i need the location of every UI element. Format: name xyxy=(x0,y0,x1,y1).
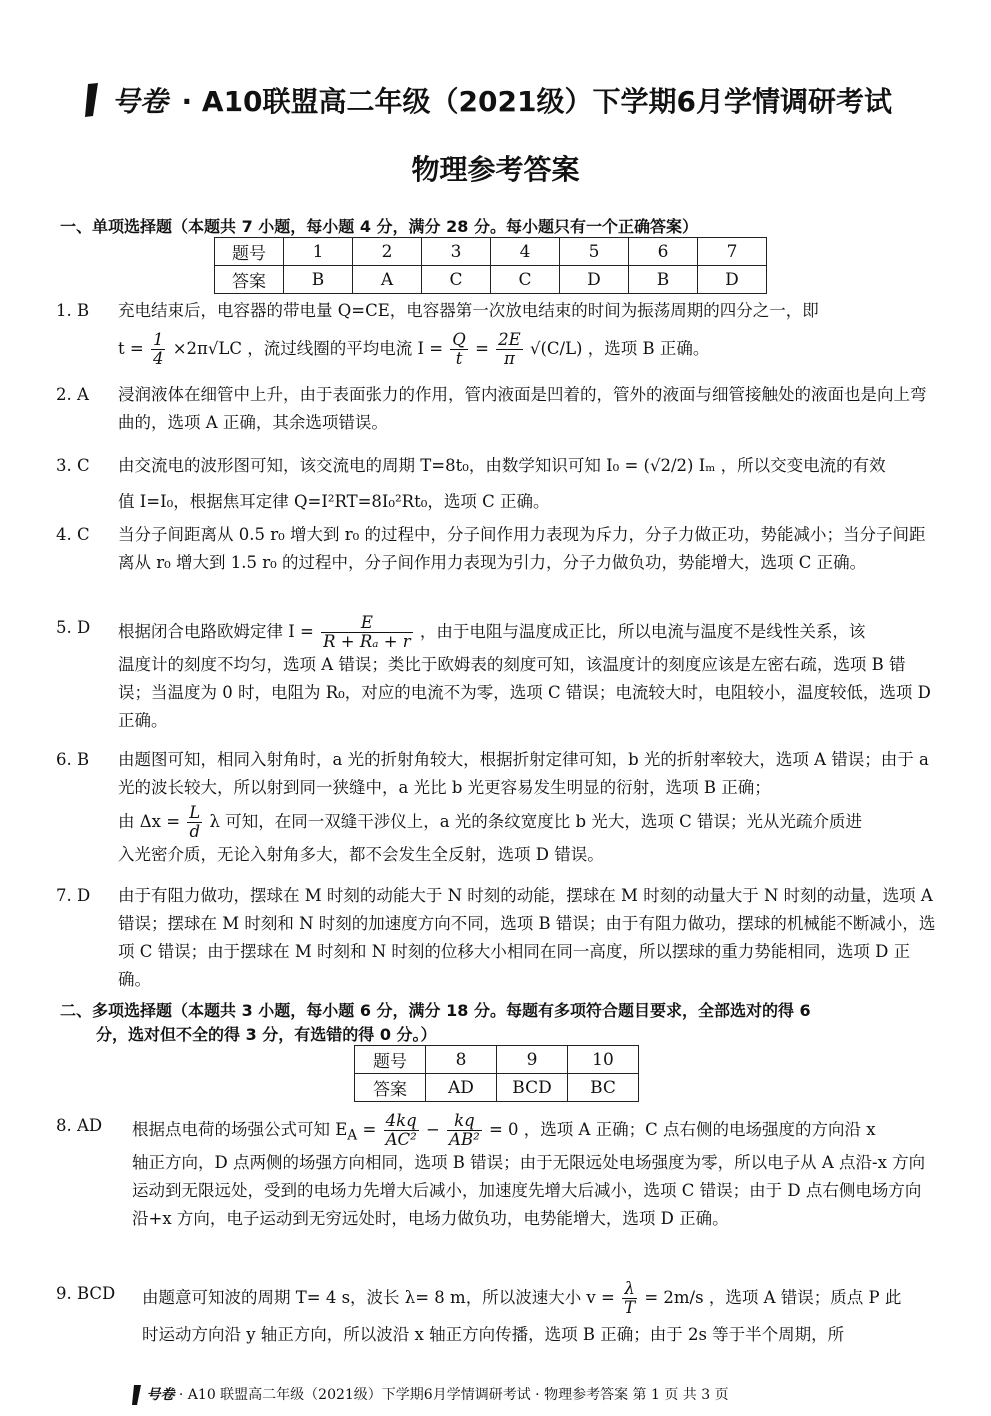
footer-logo-text: 号卷 xyxy=(146,1387,175,1403)
title-text: A10联盟高二年级（2021级）下学期6月学情调研考试 xyxy=(201,85,892,118)
item-text: 时运动方向沿 y 轴正方向，所以波沿 x 轴正方向传播，选项 B 正确；由于 2s 等于半个周期，所 xyxy=(142,1325,845,1344)
fraction: $\frac{L}{d}$ xyxy=(189,803,201,841)
answer-item-3 xyxy=(56,452,936,518)
fraction: $\frac{2E}{\pi}$ xyxy=(498,330,521,368)
table-cell: 4 xyxy=(491,238,560,266)
section2-heading-cont: 分，选对但不全的得 3 分，有选错的得 0 分。） xyxy=(96,1025,437,1044)
answer-item-4 xyxy=(56,521,936,607)
item-text: 当分子间距离从 0.5 r₀ 增大到 r₀ 的过程中，分子间作用力表现为斥力，分子力做正功，势能减小；当分子间距离从 r₀ 增大到 1.5 r₀ 的过程中，分子间作用力表现为引力，分子力做负功，势能增大，选项 C 正确。 xyxy=(118,525,926,572)
table-cell: AD xyxy=(426,1074,497,1102)
table-cell: D xyxy=(560,266,629,294)
table-cell: 9 xyxy=(497,1046,568,1074)
brand-logo xyxy=(80,82,102,125)
page-subtitle: 物理参考答案 xyxy=(411,153,580,186)
answer-item-9: 9. BCD 由题意可知波的周期 T= 4 s，波长 λ= 8 m，所以波速大小 v = $\frac{\lambda}{T}$ = 2m/s ，选项 A 错误；质点 P 此 时运动方向沿 y 轴正方向，所以波沿 x 轴正方向传播，选项 B 正确；由于 2s 等于半个周期，所 xyxy=(56,1280,936,1360)
item-number: 2. A xyxy=(56,385,89,404)
table-cell: 8 xyxy=(426,1046,497,1074)
table-cell: 5 xyxy=(560,238,629,266)
answer-item-6: 6. B 由题图可知，相同入射角时，a 光的折射角较大，根据折射定律可知，b 光的折射率较大，选项 A 错误；由于 a 光的波长较大，所以射到同一狭缝中，a 光比 b 光更容易发生明显的衍射，选项 B 正确； 由 Δx = $\frac{L}{d}$ λ 可知，在同一双缝干涉仪上，a 光的条纹宽度比 b 光大，选项 C 错误；光从光疏介质进 入光密介质，无论入射角多大，都不会发生全反射，选项 D 错误。 xyxy=(56,746,936,878)
item-number: 4. C xyxy=(56,525,90,544)
item-text: 值 I=I₀，根据焦耳定律 Q=I²RT=8I₀²Rt₀，选项 C 正确。 xyxy=(118,492,550,511)
item-number: 5. D xyxy=(56,618,91,637)
item-number: 9. BCD xyxy=(56,1284,116,1303)
table-cell: B xyxy=(629,266,698,294)
answer-item-1: 1. B 充电结束后，电容器的带电量 Q=CE，电容器第一次放电结束的时间为振荡周期的四分之一，即 t = $\frac{1}{4}$ ×2π√LC ，流过线圈的平均电流 I = $\frac{Q}{t}$ = $\frac{2E}{\pi}$ √(C/L) ，选项 B 正确。 xyxy=(56,297,936,377)
item-number: 6. B xyxy=(56,750,90,769)
table-row xyxy=(355,1046,639,1074)
table-cell: 10 xyxy=(568,1046,639,1074)
table-cell: BCD xyxy=(497,1074,568,1102)
table-cell: D xyxy=(698,266,767,294)
table-row xyxy=(355,1074,639,1102)
answer-item-8: 8. AD 根据点电荷的场强公式可知 $E_A$ = $\frac{4kq}{\text{AC²}}$ − $\frac{kq}{\text{AB²}}$ = 0 ，选项 A 正确；C 点右侧的电场强度的方向沿 x 轴正方向，D 点两侧的场强方向相同，选项 B 错误；由于无限远处电场强度为零，所以电子从 A 点沿-x 方向运动到无限远处，受到的电场力先增大后减小，加速度先增大后减小，选项 C 错误；由于 D 点右侧电场方向沿+x 方向，电子运动到无穷远处时，电场力做负功，电势能增大，选项 D 正确。 xyxy=(56,1112,936,1272)
item-number: 8. AD xyxy=(56,1116,103,1135)
table-cell: 7 xyxy=(698,238,767,266)
exam-title: 号卷 · A10联盟高二年级（2021级）下学期6月学情调研考试 xyxy=(80,80,940,124)
brush-stroke-icon xyxy=(130,1384,142,1406)
brush-stroke-icon xyxy=(80,82,102,118)
table-cell: 题号 xyxy=(215,238,284,266)
page-footer xyxy=(130,1384,930,1406)
item-number: 3. C xyxy=(56,456,90,475)
section1-answer-table xyxy=(214,237,767,294)
table-cell: C xyxy=(422,266,491,294)
table-cell: 3 xyxy=(422,238,491,266)
answer-item-5: 5. D 根据闭合电路欧姆定律 I = $\frac{E}{\text{R + Rₐ + r}}$ ，由于电阻与温度成正比，所以电流与温度不是线性关系，该 温度计的刻度不均匀，选项 A 错误；类比于欧姆表的刻度可知，该温度计的刻度应该是左密右疏，选项 B 错误；当温度为 0 时，电阻为 R₀，对应的电流不为零，选项 C 错误；电流较大时，电阻较小，温度较低，选项 D 正确。 xyxy=(56,614,936,742)
table-cell: 2 xyxy=(353,238,422,266)
table-cell: 6 xyxy=(629,238,698,266)
fraction: $\frac{kq}{\text{AB²}}$ xyxy=(449,1111,480,1149)
section1-heading: 一、单项选择题（本题共 7 小题，每小题 4 分，满分 28 分。每小题只有一个正确答案） xyxy=(60,217,698,236)
fraction: $\frac{4kq}{\text{AC²}}$ xyxy=(385,1111,417,1149)
item-number: 1. B xyxy=(56,301,90,320)
table-cell: B xyxy=(284,266,353,294)
fraction: $\frac{\lambda}{T}$ xyxy=(624,1279,636,1317)
item-text: 由题图可知，相同入射角时，a 光的折射角较大，根据折射定律可知，b 光的折射率较大，选项 A 错误；由于 a 光的波长较大，所以射到同一狭缝中，a 光比 b 光更容易发生明显的衍射，选项 B 正确； xyxy=(118,750,929,797)
table-cell: BC xyxy=(568,1074,639,1102)
table-cell: 题号 xyxy=(355,1046,426,1074)
fraction: $\frac{1}{4}$ xyxy=(152,330,164,368)
footer-text: · A10 联盟高二年级（2021级）下学期6月学情调研考试 · 物理参考答案 第 1 页 共 3 页 xyxy=(178,1387,729,1403)
item-text: 温度计的刻度不均匀，选项 A 错误；类比于欧姆表的刻度可知，该温度计的刻度应该是左密右疏，选项 B 错误；当温度为 0 时，电阻为 R₀，对应的电流不为零，选项 C 错误；电流较大时，电阻较小，温度较低，选项 D 正确。 xyxy=(118,655,931,730)
item-number: 7. D xyxy=(56,886,91,905)
answer-item-2 xyxy=(56,381,936,439)
section2-heading: 二、多项选择题（本题共 3 小题，每小题 6 分，满分 18 分。每题有多项符合题目要求，全部选对的得 6 xyxy=(60,1001,811,1020)
logo-text: 号卷 xyxy=(111,85,168,118)
item-text: 由于有阻力做功，摆球在 M 时刻的动能大于 N 时刻的动能，摆球在 M 时刻的动量大于 N 时刻的动量，选项 A 错误；摆球在 M 时刻和 N 时刻的加速度方向不同，选项 B 错误；由于有阻力做功，摆球的机械能不断减小，选项 C 错误；由于摆球在 M 时刻和 N 时刻的位移大小相同在同一高度，所以摆球的重力势能相同，选项 D 正确。 xyxy=(118,886,936,989)
table-cell: 1 xyxy=(284,238,353,266)
answer-item-7 xyxy=(56,882,936,994)
table-row xyxy=(215,266,767,294)
table-cell: 答案 xyxy=(355,1074,426,1102)
table-cell: C xyxy=(491,266,560,294)
section2-answer-table xyxy=(354,1045,639,1102)
fraction: $\frac{Q}{t}$ xyxy=(452,330,466,368)
table-row xyxy=(215,238,767,266)
table-cell: 答案 xyxy=(215,266,284,294)
item-text: 浸润液体在细管中上升，由于表面张力的作用，管内液面是凹着的，管外的液面与细管接触处的液面也是向上弯曲的，选项 A 正确，其余选项错误。 xyxy=(118,385,927,432)
item-text: 充电结束后，电容器的带电量 Q=CE，电容器第一次放电结束的时间为振荡周期的四分之一，即 xyxy=(118,301,819,320)
item-text: 由交流电的波形图可知，该交流电的周期 T=8t₀，由数学知识可知 I₀ = (√2/2) Iₘ ，所以交变电流的有效 xyxy=(118,456,886,475)
item-text: 入光密介质，无论入射角多大，都不会发生全反射，选项 D 错误。 xyxy=(118,845,604,864)
item-text: 轴正方向，D 点两侧的场强方向相同，选项 B 错误；由于无限远处电场强度为零，所以电子从 A 点沿-x 方向运动到无限远处，受到的电场力先增大后减小，加速度先增大后减小，选项 C 错误；由于 D 点右侧电场方向沿+x 方向，电子运动到无穷远处时，电场力做负功，电势能增大，选项 D 正确。 xyxy=(132,1153,926,1229)
fraction: $\frac{E}{\text{R + Rₐ + r}}$ xyxy=(323,613,411,651)
table-cell: A xyxy=(353,266,422,294)
